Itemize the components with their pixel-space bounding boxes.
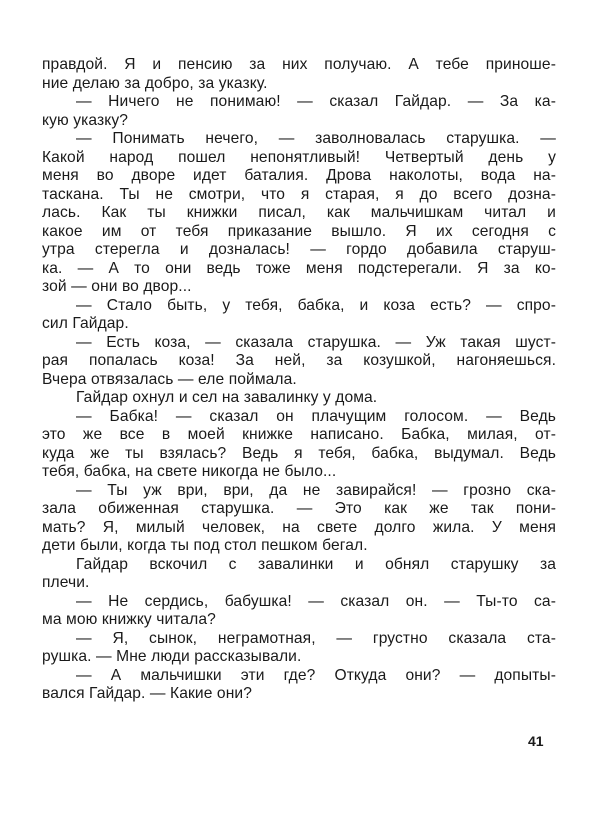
text-line: меня во дворе идет баталия. Дрова наколоты, вода на- — [42, 167, 556, 184]
text-line: ка. — А то они ведь тоже меня подстерегали. Я за ко- — [42, 259, 556, 277]
text-line: дети были, когда ты под стол пешком бегал. — [42, 537, 368, 554]
text-line: Гайдар вскочил с завалинки и обнял старушку за — [76, 555, 556, 573]
text-line: зала обиженная старушка. — Это как же так пони- — [42, 500, 556, 517]
book-page-text — [42, 56, 556, 704]
text-line: таскана. Ты не смотри, что я старая, я до всего дозна- — [42, 185, 556, 203]
text-line: зой — они во двор... — [42, 278, 192, 295]
text-line: рая попалась коза! За ней, за козушкой, нагоняешься. — [42, 352, 556, 369]
text-line: — Есть коза, — сказала старушка. — Уж такая шуст- — [76, 333, 556, 351]
text-line: — Не сердись, бабушка! — сказал он. — Ты-то са- — [76, 592, 556, 610]
text-line: правдой. Я и пенсию за них получаю. А тебе приноше- — [42, 56, 556, 73]
text-line: — Понимать нечего, — заволновалась старушка. — — [76, 130, 556, 147]
text-line: тебя, бабка, на свете никогда не было... — [42, 463, 337, 480]
text-line: — Ты уж ври, ври, да не завирайся! — грозно ска- — [76, 481, 556, 499]
text-line: какое им от тебя приказание вышло. Я их сегодня с — [42, 222, 556, 240]
text-line: сил Гайдар. — [42, 315, 129, 332]
text-line: Гайдар охнул и сел на завалинку у дома. — [76, 389, 378, 406]
text-line: плечи. — [42, 574, 90, 591]
text-line: вался Гайдар. — Какие они? — [42, 685, 253, 702]
text-line: — Я, сынок, неграмотная, — грустно сказала ста- — [76, 629, 556, 647]
text-line: рушка. — Мне люди рассказывали. — [42, 648, 302, 665]
text-line: лась. Как ты книжки писал, как мальчишкам читал и — [42, 204, 556, 221]
text-line: ма мою книжку читала? — [42, 611, 216, 628]
text-line: — Ничего не понимаю! — сказал Гайдар. — За ка- — [76, 93, 556, 110]
text-line: — А мальчишки эти где? Откуда они? — допыты- — [76, 666, 556, 684]
text-line: утра стерегла и дозналась! — гордо добавила старуш- — [42, 241, 556, 258]
page-number: 41 — [528, 733, 544, 749]
text-line: ние делаю за добро, за указку. — [42, 74, 268, 92]
text-line: кую указку? — [42, 111, 128, 129]
text-line: — Стало быть, у тебя, бабка, и коза есть? — спро- — [76, 296, 556, 314]
text-line: — Бабка! — сказал он плачущим голосом. — Ведь — [76, 407, 556, 425]
text-line: Какой народ пошел непонятливый! Четвертый день у — [42, 148, 556, 166]
text-line: это же все в моей книжке написано. Бабка, милая, от- — [42, 426, 556, 443]
text-line: мать? Я, милый человек, на свете долго жила. У меня — [42, 518, 556, 536]
text-line: куда же ты взялась? Ведь я тебя, бабка, выдумал. Ведь — [42, 444, 556, 462]
text-line: Вчера отвязалась — еле поймала. — [42, 370, 297, 388]
